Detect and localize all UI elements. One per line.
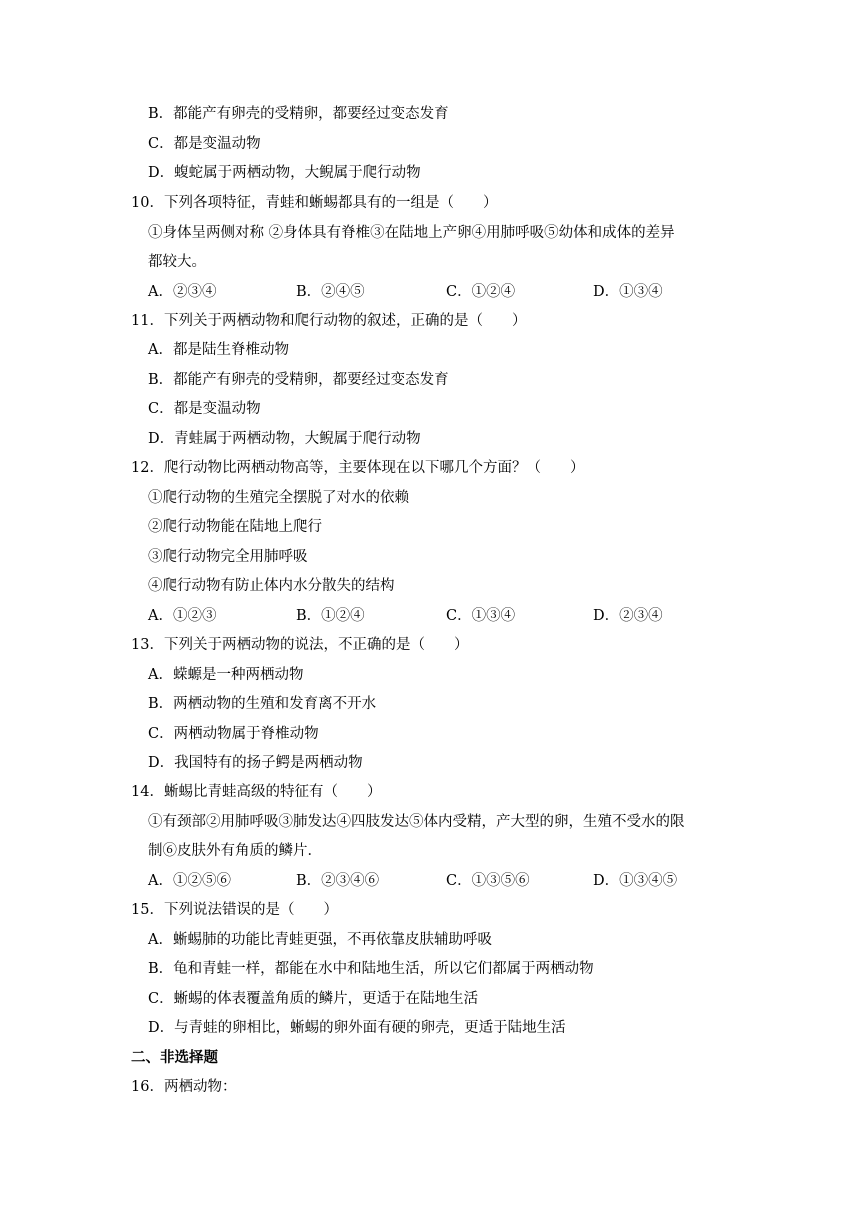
q12-option-a: A．①②③ <box>148 608 217 624</box>
q13-option-d: D．我国特有的扬子鳄是两栖动物 <box>148 755 363 771</box>
q10-body-line-1: ①身体呈两侧对称 ②身体具有脊椎③在陆地上产卵④用肺呼吸⑤幼体和成体的差异 <box>148 225 675 241</box>
q14-option-b: B．②③④⑥ <box>296 873 380 889</box>
q14-option-c: C．①③⑤⑥ <box>446 873 530 889</box>
q11-option-a: A．都是陆生脊椎动物 <box>148 342 289 358</box>
q14-body-line-1: ①有颈部②用肺呼吸③肺发达④四肢发达⑤体内受精，产大型的卵，生殖不受水的限 <box>148 814 685 830</box>
q11-option-b: B．都能产有卵壳的受精卵，都要经过变态发育 <box>148 372 449 388</box>
q16-stem: 16．两栖动物： <box>131 1079 237 1095</box>
section-heading: 二、非选择题 <box>131 1049 218 1066</box>
q10-option-b: B．②④⑤ <box>296 284 365 300</box>
q14-stem: 14．蜥蜴比青蛙高级的特征有（ ） <box>131 784 382 800</box>
q13-stem: 13．下列关于两栖动物的说法，不正确的是（ ） <box>131 637 469 653</box>
q10-option-d: D．①③④ <box>593 284 663 300</box>
q10-stem: 10．下列各项特征，青蛙和蜥蜴都具有的一组是（ ） <box>131 195 498 211</box>
q12-option-b: B．①②④ <box>296 608 365 624</box>
q12-statement-4: ④爬行动物有防止体内水分散失的结构 <box>148 578 395 594</box>
q15-option-a: A．蜥蜴肺的功能比青蛙更强，不再依靠皮肤辅助呼吸 <box>148 932 492 948</box>
q10-body-line-2: 都较大。 <box>148 254 206 270</box>
q15-stem: 15．下列说法错误的是（ ） <box>131 902 338 918</box>
q13-option-b: B．两栖动物的生殖和发育离不开水 <box>148 696 377 712</box>
q9-option-d: D．蝮蛇属于两栖动物，大鲵属于爬行动物 <box>148 165 421 181</box>
q13-option-a: A．蝾螈是一种两栖动物 <box>148 667 304 683</box>
q11-option-d: D．青蛙属于两栖动物，大鲵属于爬行动物 <box>148 431 421 447</box>
q11-stem: 11．下列关于两栖动物和爬行动物的叙述，正确的是（ ） <box>131 313 527 329</box>
q12-statement-3: ③爬行动物完全用肺呼吸 <box>148 549 308 565</box>
q10-option-a: A．②③④ <box>148 284 217 300</box>
q12-statement-2: ②爬行动物能在陆地上爬行 <box>148 519 322 535</box>
q13-option-c: C．两栖动物属于脊椎动物 <box>148 726 319 742</box>
q10-option-c: C．①②④ <box>446 284 516 300</box>
q14-option-a: A．①②⑤⑥ <box>148 873 231 889</box>
q12-stem: 12．爬行动物比两栖动物高等，主要体现在以下哪几个方面？（ ） <box>131 460 585 476</box>
q14-option-d: D．①③④⑤ <box>593 873 678 889</box>
q14-body-line-2: 制⑥皮肤外有角质的鳞片． <box>148 843 322 859</box>
q12-option-c: C．①③④ <box>446 608 516 624</box>
q12-statement-1: ①爬行动物的生殖完全摆脱了对水的依赖 <box>148 490 409 506</box>
q12-option-d: D．②③④ <box>593 608 663 624</box>
q9-option-b: B．都能产有卵壳的受精卵，都要经过变态发育 <box>148 106 449 122</box>
q9-option-c: C．都是变温动物 <box>148 136 261 152</box>
q15-option-c: C．蜥蜴的体表覆盖角质的鳞片，更适于在陆地生活 <box>148 991 479 1007</box>
q11-option-c: C．都是变温动物 <box>148 401 261 417</box>
q15-option-d: D．与青蛙的卵相比，蜥蜴的卵外面有硬的卵壳，更适于陆地生活 <box>148 1020 566 1036</box>
q15-option-b: B．龟和青蛙一样，都能在水中和陆地生活，所以它们都属于两栖动物 <box>148 961 594 977</box>
